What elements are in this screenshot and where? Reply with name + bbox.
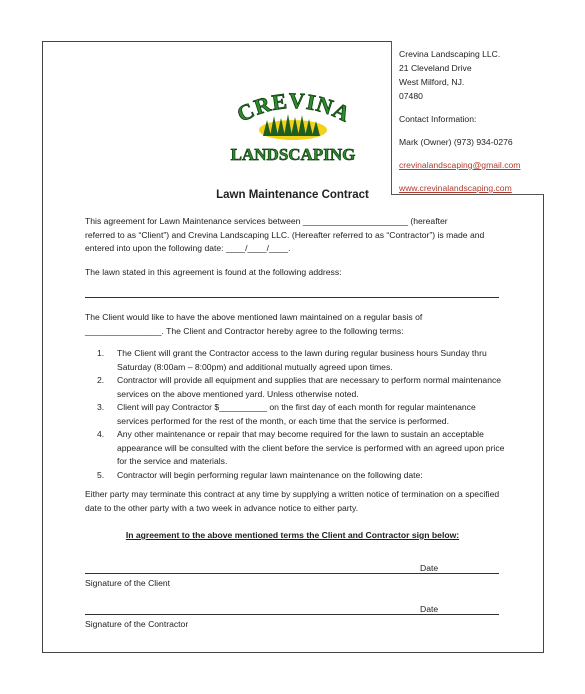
- signature-client-label: Signature of the Client: [85, 578, 171, 588]
- terms-list: [97, 347, 505, 482]
- zip-code: 07480: [399, 91, 423, 101]
- contact-info-box: [391, 41, 544, 195]
- signature-line-client[interactable]: [85, 573, 499, 574]
- intro-line-2: referred to as “Client”) and Crevina Landscaping LLC. (Hereafter referred to as “Contractor”) is made and: [85, 229, 485, 240]
- date-label-client: Date: [420, 563, 439, 573]
- page-title: Lawn Maintenance Contract: [216, 189, 369, 201]
- intro-line-1: This agreement for Lawn Maintenance services between ______________________ (hereafter: [85, 216, 448, 226]
- address-prompt: The lawn stated in this agreement is found at the following address:: [85, 267, 342, 277]
- basis-line-2: ________________. The Client and Contractor hereby agree to the following terms:: [85, 325, 404, 336]
- logo-bottom-word: LANDSCAPING: [230, 145, 356, 164]
- list-item: 4. Any other maintenance or repair that may become required for the lawn to sustain an acceptable appearance will be consulted with the client before the service is performed with an agreed upon price for the service and materials.: [97, 429, 505, 466]
- company-name: Crevina Landscaping LLC.: [399, 49, 501, 59]
- contact-heading: Contact Information:: [399, 114, 477, 124]
- date-label-contractor: Date: [420, 604, 439, 614]
- intro-paragraph: [85, 215, 505, 256]
- list-item: 5. Contractor will begin performing regular lawn maintenance on the following date:: [97, 469, 423, 480]
- basis-line-1: The Client would like to have the above mentioned lawn maintained on a regular basis of: [85, 312, 423, 322]
- signature-line-contractor[interactable]: [85, 614, 499, 615]
- address-line: [85, 297, 499, 298]
- logo-top-word: CREVINA: [232, 90, 355, 127]
- owner-phone: Mark (Owner) (973) 934-0276: [399, 137, 513, 147]
- city-state: West Milford, NJ.: [399, 77, 465, 87]
- termination-paragraph: Either party may terminate this contract at any time by supplying a written notice of termination on a specified date to the other party with a two week in advance notice to either party.: [85, 489, 500, 513]
- company-logo: [218, 90, 368, 170]
- street-address: 21 Cleveland Drive: [399, 63, 472, 73]
- list-item: 3. Client will pay Contractor $__________ on the first day of each month for regular maintenance services performed for the rest of the month, or each time that the service is performed.: [97, 402, 476, 426]
- website-link[interactable]: www.crevinalandscaping.com: [399, 183, 512, 193]
- basis-paragraph: [85, 311, 505, 338]
- agreement-heading: In agreement to the above mentioned terms the Client and Contractor sign below:: [125, 530, 460, 540]
- list-item: 1. The Client will grant the Contractor access to the lawn during regular business hours Sunday thru Saturday (8:00am – 8:00pm) and additional mutually agreed upon times.: [97, 348, 487, 372]
- signature-contractor-label: Signature of the Contractor: [85, 619, 189, 629]
- email-link[interactable]: crevinalandscaping@gmail.com: [399, 160, 521, 170]
- intro-line-3: entered into upon the following date: ____/____/____.: [85, 243, 291, 253]
- list-item: 2. Contractor will provide all equipment and supplies that are necessary to perform normal maintenance services on the above mentioned yard. Unless otherwise noted.: [97, 375, 502, 399]
